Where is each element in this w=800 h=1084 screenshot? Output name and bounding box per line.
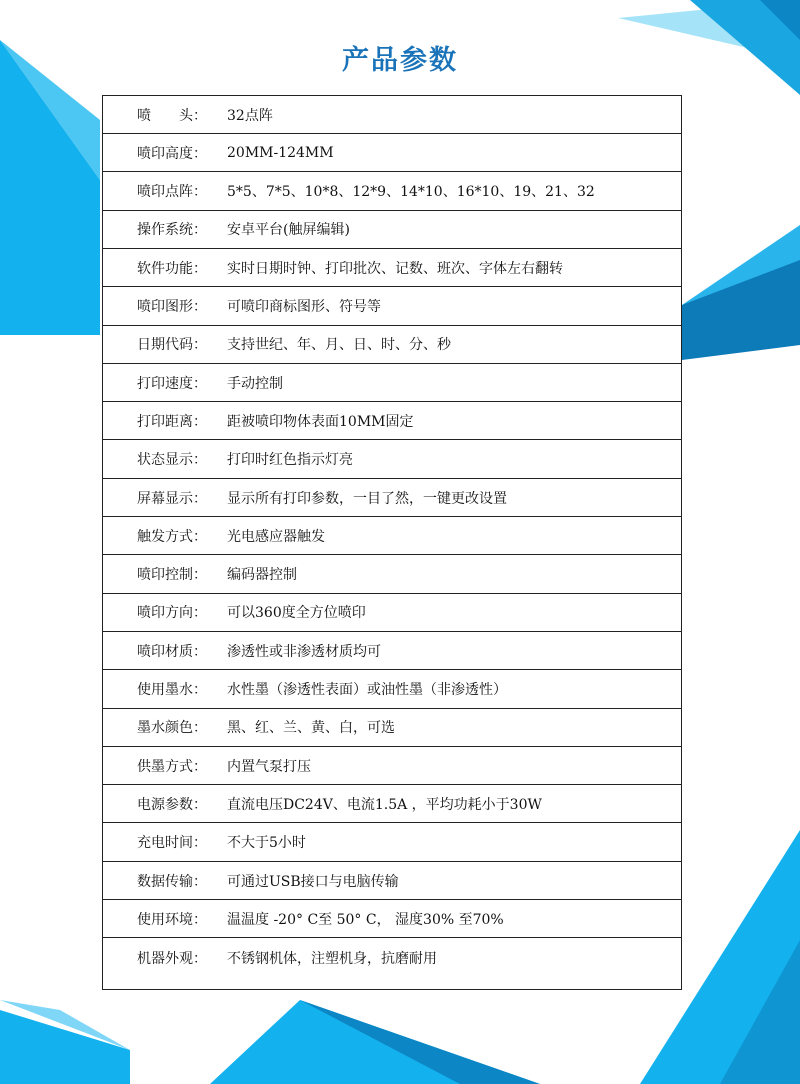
spec-row <box>103 632 681 670</box>
spec-label: 屏幕显示： <box>137 490 207 507</box>
spec-row <box>103 671 681 709</box>
spec-row <box>103 479 681 517</box>
spec-value: 支持世纪、年、月、日、时、分、秒 <box>227 337 451 354</box>
spec-row <box>103 939 681 977</box>
spec-label: 供墨方式： <box>137 758 207 775</box>
spec-label: 喷印材质： <box>137 643 207 660</box>
spec-label: 软件功能： <box>137 260 207 277</box>
spec-label: 打印距离： <box>137 413 207 430</box>
spec-value: 5*5、7*5、10*8、12*9、14*10、16*10、19、21、32 <box>227 184 595 201</box>
spec-label: 日期代码： <box>137 337 207 354</box>
spec-row <box>103 249 681 287</box>
spec-label: 使用墨水： <box>137 682 207 698</box>
spec-value: 可通过USB接口与电脑传输 <box>227 873 399 890</box>
spec-row <box>103 824 681 862</box>
spec-label: 触发方式： <box>137 528 207 545</box>
spec-value: 打印时红色指示灯亮 <box>227 452 353 469</box>
spec-value: 可喷印商标图形、符号等 <box>227 299 381 315</box>
spec-row <box>103 862 681 900</box>
spec-label: 喷印控制： <box>137 567 207 584</box>
spec-label: 使用环境： <box>137 911 207 928</box>
spec-value: 水性墨（渗透性表面）或油性墨（非渗透性） <box>227 682 507 698</box>
spec-row <box>103 709 681 747</box>
spec-label: 喷印图形： <box>137 299 207 315</box>
spec-row <box>103 517 681 555</box>
spec-value: 温温度 -20° C至 50° C， 湿度30% 至70% <box>227 911 504 928</box>
spec-label: 喷 头： <box>137 107 207 124</box>
spec-row <box>103 785 681 823</box>
spec-label: 喷印高度： <box>137 145 207 162</box>
spec-value: 20MM-124MM <box>227 144 334 161</box>
spec-row <box>103 441 681 479</box>
spec-label: 状态显示： <box>137 452 207 469</box>
spec-row <box>103 556 681 594</box>
spec-row <box>103 288 681 326</box>
spec-value: 光电感应器触发 <box>227 528 325 545</box>
page-title: 产品参数 <box>342 45 458 76</box>
spec-value: 直流电压DC24V、电流1.5A ，平均功耗小于30W <box>227 796 542 813</box>
spec-row <box>103 364 681 402</box>
spec-row <box>103 211 681 249</box>
spec-row <box>103 173 681 211</box>
spec-row <box>103 326 681 364</box>
spec-value: 安卓平台(触屏编辑) <box>227 222 350 239</box>
spec-label: 数据传输： <box>137 873 207 890</box>
spec-label: 喷印方向： <box>137 605 207 622</box>
spec-value: 可以360度全方位喷印 <box>227 605 366 622</box>
spec-row <box>103 594 681 632</box>
spec-row <box>103 134 681 172</box>
spec-value: 编码器控制 <box>227 567 297 584</box>
spec-label: 墨水颜色： <box>137 720 207 737</box>
spec-label: 机器外观： <box>137 950 207 967</box>
spec-value: 黑、红、兰、黄、白，可选 <box>227 720 395 737</box>
spec-row <box>103 900 681 938</box>
spec-label: 电源参数： <box>137 796 207 813</box>
spec-table <box>102 95 682 990</box>
spec-label: 充电时间： <box>137 835 207 852</box>
spec-value: 手动控制 <box>227 375 283 392</box>
spec-value: 内置气泵打压 <box>227 758 311 775</box>
spec-label: 打印速度： <box>137 375 207 392</box>
spec-value: 距被喷印物体表面10MM固定 <box>227 413 414 430</box>
spec-label: 操作系统： <box>137 222 207 239</box>
spec-value: 渗透性或非渗透材质均可 <box>227 643 381 660</box>
spec-label: 喷印点阵： <box>137 184 207 201</box>
spec-row <box>103 747 681 785</box>
spec-row <box>103 402 681 440</box>
spec-value: 实时日期时钟、打印批次、记数、班次、字体左右翻转 <box>227 260 563 277</box>
spec-value: 显示所有打印参数，一目了然，一键更改设置 <box>227 490 507 507</box>
spec-row <box>103 96 681 134</box>
spec-value: 不锈钢机体，注塑机身，抗磨耐用 <box>227 950 437 967</box>
spec-value: 32点阵 <box>227 107 273 124</box>
spec-value: 不大于5小时 <box>227 835 306 852</box>
